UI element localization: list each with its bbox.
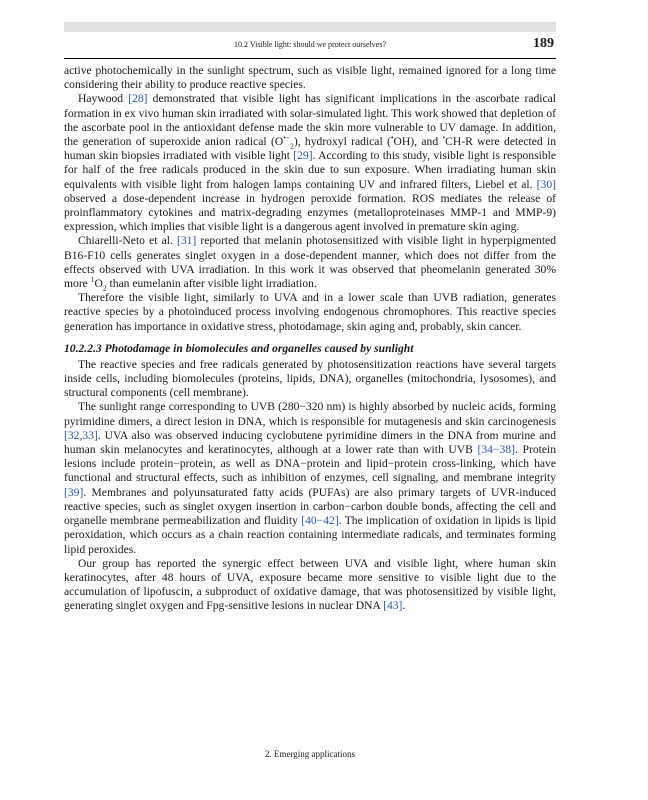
footer-section-label: 2. Emerging applications — [264, 749, 356, 759]
citation-31[interactable]: [31] — [176, 234, 197, 248]
paragraph-6: The sunlight range corresponding to UVB (280−320 nm) is highly absorbed by nucleic acids, forming pyrimidine dimers, a direct lesion in DNA, which is responsible for mutagenesis and skin carcinogenesis [32,33]. UVA also was observed inducing cyclobutene pyrimidine dimers in the DNA from murine and human skin melanocytes and keratinocytes, although at a lower rate than with UVB [34−38]. Protein lesions include protein−protein, as well as DNA−protein and lipid−protein cross-linking, which have functional and structural effects, such as inhibition of enzymes, cell signaling, and membrane integrity [39]. Membranes and polyunsaturated fatty acids (PUFAs) are also primary targets of UVR-induced reactive species, such as singlet oxygen insertion in carbon−carbon double bonds, affecting the cell and organelle membrane permeabilization and fluidity [40−42]. The implication of oxidation in lipids is lipid peroxidation, which occurs as a chain reaction containing intermediate radicals, and terminates forming lipid peroxides. — [64, 400, 556, 556]
citation-29[interactable]: [29] — [293, 149, 313, 163]
citation-40-42[interactable]: [40−42] — [301, 514, 339, 528]
paragraph-2: Haywood [28] demonstrated that visible light has significant implications in the ascorbate radical formation in ex vivo human skin irradiated with solar-simulated light. This work showed that depletion of the ascorbate pool in the antioxidant defense made the skin more vulnerable to UV damage. In addition, the generation of superoxide anion radical $(O^{•-}_2)$, hydroxyl radical (•OH), and •CH-R were detected in human skin biopsies irradiated with visible light [29]. According to this study, visible light is responsible for half of the free radicals produced in the skin due to sun exposure. When irradiating human skin equivalents with visible light from halogen lamps containing UV and infrared filters, Liebel et al. [30] observed a dose-dependent increase in hydrogen peroxide formation. ROS mediates the release of proinflammatory cytokines and matrix-degrading enzymes (metalloproteinases MMP-1 and MMP-9) expression, which implies that visible light is a dangerous agent involved in premature skin aging. — [64, 92, 557, 234]
paragraph-3: Chiarelli-Neto et al. [31] reported that melanin photosensitized with visible light in hyperpigmented B16-F10 cells generates singlet oxygen in a dose-dependent manner, which does not differ from the effects observed with UVA irradiation. In this work it was observed that pheomelanin generated 30% more $^1O_2$ than eumelanin after visible light irradiation. — [64, 234, 556, 293]
citation-28[interactable]: [28] — [128, 92, 148, 106]
running-head — [64, 36, 556, 54]
header-divider — [64, 58, 556, 59]
citation-39[interactable]: [39] — [64, 485, 84, 499]
citation-43[interactable]: [43] — [383, 599, 403, 613]
running-title: 10.2 Visible light: should we protect ourselves? — [233, 40, 386, 49]
citation-34-38[interactable]: [34−38] — [477, 443, 515, 457]
paragraph-1: active photochemically in the sunlight spectrum, such as visible light, remained ignored for a long time considering their ability to produce reactive species. — [64, 64, 556, 92]
paragraph-5: The reactive species and free radicals generated by photosensitization reactions have several targets inside cells, including biomolecules (proteins, lipids, DNA), organelles (mitochondria, lysosomes), and structural components (cell membrane). — [64, 357, 556, 400]
radical-superscript: •− — [283, 133, 291, 143]
section-heading: 10.2.2.3 Photodamage in biomolecules and organelles caused by sunlight — [64, 341, 414, 355]
page-number: 189 — [533, 36, 554, 51]
citation-32-33[interactable]: [32,33] — [64, 428, 98, 442]
subscript-2: 2 — [290, 141, 294, 151]
paragraph-4: Therefore the visible light, similarly to UVA and in a lower scale than UVB radiation, generates reactive species by a photoinduced process involving endogenous chromophores. This reactive species generation has importance in oxidative stress, photodamage, skin aging and, probably, skin cancer. — [64, 291, 556, 333]
citation-30[interactable]: [30] — [536, 177, 556, 191]
header-bar — [64, 22, 556, 32]
paragraph-7: Our group has reported the synergic effect between UVA and visible light, where human skin keratinocytes, after 48 hours of UVA, exposure became more sensitive to visible light due to the accumulation of lipofuscin, a subproduct of oxidative damage, that was photosensitized by visible light, generating singlet oxygen and Fpg-sensitive lesions in nuclear DNA [43]. — [64, 556, 556, 613]
page-body — [64, 64, 556, 614]
